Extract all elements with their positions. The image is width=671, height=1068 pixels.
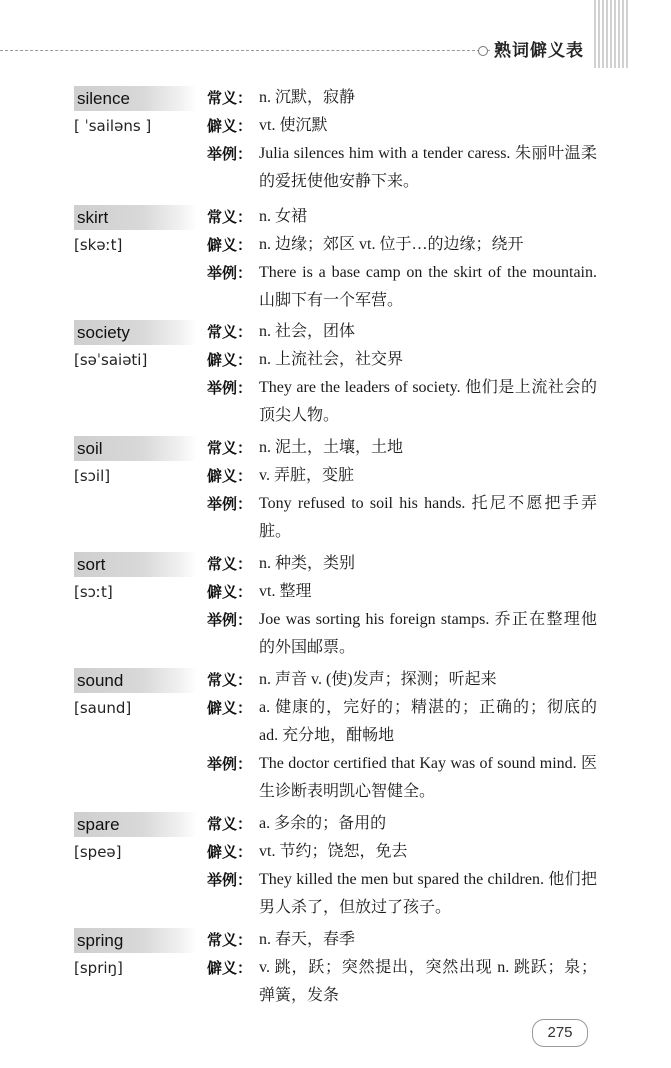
common-label: 常义：	[207, 208, 253, 226]
example-label: 举例：	[207, 871, 253, 889]
common-label: 常义：	[207, 555, 253, 573]
rare-meaning: vt. 整理	[259, 583, 312, 600]
rare-label: 僻义：	[207, 467, 253, 485]
example-sentence: Julia silences him with a tender caress. 朱丽叶温柔的爱抚使他安静下来。	[259, 145, 597, 190]
example-sentence: The doctor certified that Kay was of sound mind. 医生诊断表明凯心智健全。	[259, 755, 597, 800]
headword: spare	[74, 812, 197, 837]
example-sentence: There is a base camp on the skirt of the mountain. 山脚下有一个军营。	[259, 264, 597, 309]
phonetic: [səˈsaiəti]	[74, 351, 148, 369]
rare-meaning: n. 边缘；郊区 vt. 位于…的边缘；绕开	[259, 236, 524, 253]
rare-label: 僻义：	[207, 583, 253, 601]
phonetic: [ ˈsailəns ]	[74, 117, 152, 135]
example-sentence: They are the leaders of society. 他们是上流社会的顶尖人物。	[259, 379, 597, 424]
entry-sound	[0, 666, 671, 807]
headword: silence	[74, 86, 197, 111]
example-label: 举例：	[207, 611, 253, 629]
common-meaning: n. 声音 v. (使)发声；探测；听起来	[259, 671, 497, 688]
common-label: 常义：	[207, 931, 253, 949]
headword: sound	[74, 668, 197, 693]
example-label: 举例：	[207, 755, 253, 773]
example-label: 举例：	[207, 264, 253, 282]
common-meaning: n. 社会，团体	[259, 323, 356, 340]
rare-meaning: a. 健康的，完好的；精湛的；正确的；彻底的 ad. 充分地，酣畅地	[259, 699, 597, 744]
rare-meaning: v. 弄脏，变脏	[259, 467, 354, 484]
header-rule	[0, 50, 490, 51]
page-number: 275	[532, 1019, 588, 1047]
entry-society	[0, 318, 671, 431]
rare-label: 僻义：	[207, 236, 253, 254]
header-rule-dot	[478, 46, 488, 56]
example-sentence: Tony refused to soil his hands. 托尼不愿把手弄脏。	[259, 495, 597, 540]
header-decoration	[594, 0, 628, 68]
entry-silence	[0, 84, 671, 200]
headword: skirt	[74, 205, 197, 230]
rare-label: 僻义：	[207, 699, 253, 717]
entry-soil	[0, 434, 671, 547]
example-label: 举例：	[207, 379, 253, 397]
common-label: 常义：	[207, 671, 253, 689]
headword: soil	[74, 436, 197, 461]
rare-label: 僻义：	[207, 959, 253, 977]
headword: sort	[74, 552, 197, 577]
example-label: 举例：	[207, 145, 253, 163]
common-label: 常义：	[207, 815, 253, 833]
rare-meaning: vt. 使沉默	[259, 117, 328, 134]
common-label: 常义：	[207, 323, 253, 341]
entry-spare	[0, 810, 671, 923]
rare-meaning: vt. 节约；饶恕，免去	[259, 843, 408, 860]
example-sentence: They killed the men but spared the children. 他们把男人杀了，但放过了孩子。	[259, 871, 597, 916]
common-meaning: n. 春天，春季	[259, 931, 356, 948]
entry-spring	[0, 926, 671, 1016]
rare-meaning: n. 上流社会，社交界	[259, 351, 404, 368]
phonetic: [sɔil]	[74, 467, 111, 485]
rare-label: 僻义：	[207, 843, 253, 861]
common-meaning: n. 沉默，寂静	[259, 89, 356, 106]
headword: society	[74, 320, 197, 345]
common-label: 常义：	[207, 89, 253, 107]
phonetic: [spriŋ]	[74, 959, 123, 977]
rare-label: 僻义：	[207, 351, 253, 369]
phonetic: [speə]	[74, 843, 122, 861]
phonetic: [saund]	[74, 699, 132, 717]
rare-meaning: v. 跳，跃；突然提出，突然出现 n. 跳跃；泉；弹簧，发条	[259, 959, 597, 1004]
common-meaning: n. 种类，类别	[259, 555, 356, 572]
rare-label: 僻义：	[207, 117, 253, 135]
phonetic: [sɔːt]	[74, 583, 113, 601]
page-header-title: 熟词僻义表	[494, 41, 584, 61]
entry-list	[0, 84, 671, 1019]
entry-skirt	[0, 203, 671, 315]
example-sentence: Joe was sorting his foreign stamps. 乔正在整理他的外国邮票。	[259, 611, 597, 656]
example-label: 举例：	[207, 495, 253, 513]
common-meaning: n. 泥土，土壤，土地	[259, 439, 404, 456]
phonetic: [skəːt]	[74, 236, 123, 254]
headword: spring	[74, 928, 197, 953]
entry-sort	[0, 550, 671, 663]
common-label: 常义：	[207, 439, 253, 457]
common-meaning: a. 多余的；备用的	[259, 815, 387, 832]
common-meaning: n. 女裙	[259, 208, 308, 225]
